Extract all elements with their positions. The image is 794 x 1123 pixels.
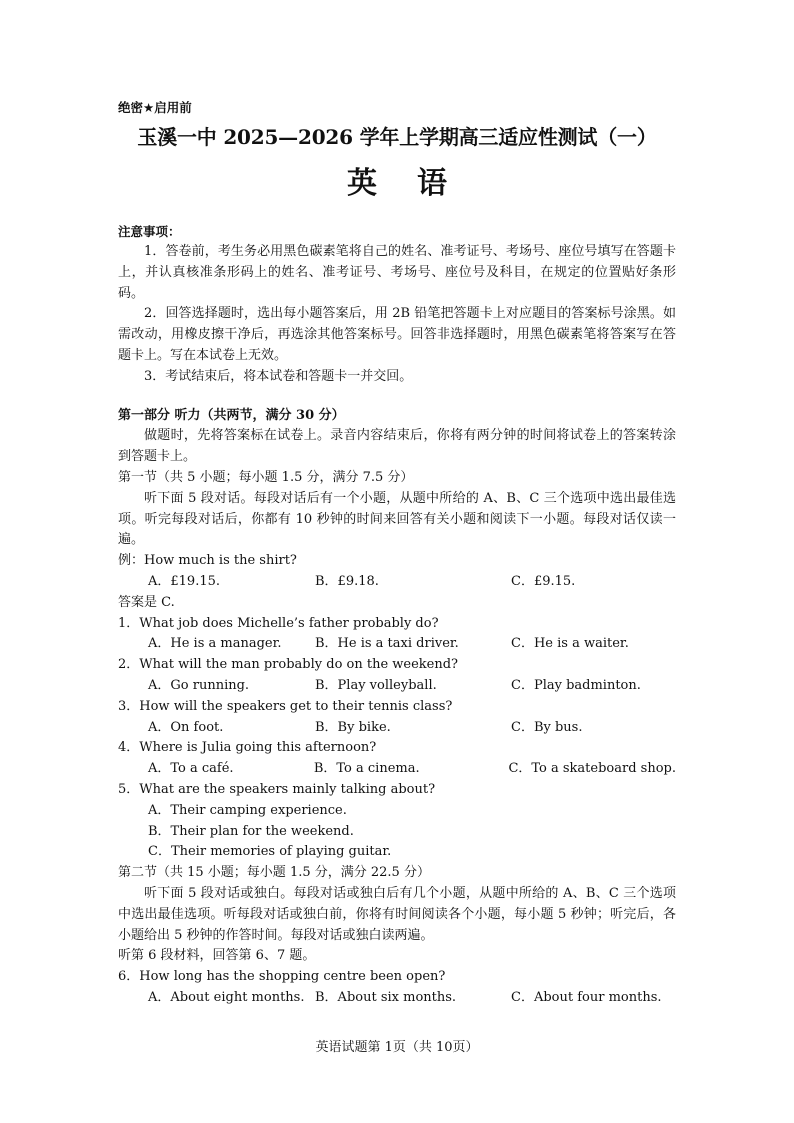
question-3-options bbox=[118, 718, 676, 739]
option-b: B．Play volleyball. bbox=[315, 677, 437, 693]
option-c: C．He is a waiter. bbox=[511, 636, 629, 652]
example-question: 例：How much is the shirt? bbox=[118, 553, 297, 569]
option-c: C．£9.15. bbox=[511, 573, 576, 589]
option-b: B．By bike. bbox=[315, 719, 391, 735]
question-6-options bbox=[118, 988, 676, 1009]
question-4-options bbox=[118, 759, 676, 780]
option-b: B．He is a taxi driver. bbox=[315, 636, 459, 652]
notice-item-2: 2．回答选择题时，选出每小题答案后，用 2B 铅笔把答题卡上对应题目的答案标号涂黑。如需改动，用橡皮擦干净后，再选涂其他答案标号。回答非选择题时，用黑色碳素笔将答案写在答题卡上。写在本试卷上无效。 bbox=[118, 306, 676, 363]
question-6: 6．How long has the shopping centre been open? bbox=[118, 969, 446, 985]
example-answer: 答案是 C. bbox=[118, 594, 175, 610]
question-3: 3．How will the speakers get to their tennis class? bbox=[118, 698, 453, 714]
notice-heading: 注意事项： bbox=[118, 224, 181, 239]
option-b: B．Their plan for the weekend. bbox=[148, 823, 354, 839]
option-a: A．On foot. bbox=[148, 719, 224, 735]
option-a: A．He is a manager. bbox=[148, 636, 282, 652]
question-1: 1．What job does Michelle’s father probably do? bbox=[118, 615, 439, 631]
section2-instructions: 听下面 5 段对话或独白。每段对话或独白后有几个小题，从题中所给的 A、B、C 三个选项中选出最佳选项。听每段对话或独白前，你将有时间阅读各个小题，每小题 5 秒钟；听完后，各小题给出 5 秒钟的作答时间。每段对话或独白读两遍。 bbox=[118, 885, 676, 943]
question-5: 5．What are the speakers mainly talking about? bbox=[118, 781, 436, 797]
option-c: C．To a skateboard shop. bbox=[508, 761, 676, 777]
option-a: A．Their camping experience. bbox=[148, 802, 347, 818]
option-b: B．About six months. bbox=[315, 989, 457, 1005]
part1-intro: 做题时，先将答案标在试卷上。录音内容结束后，你将有两分钟的时间将试卷上的答案转涂到答题卡上。 bbox=[118, 428, 676, 465]
section1-instructions: 听下面 5 段对话。每段对话后有一个小题，从题中所给的 A、B、C 三个选项中选出最佳选项。听完每段对话后，你都有 10 秒钟的时间来回答有关小题和阅读下一小题。每段对话仅读一遍。 bbox=[118, 490, 676, 548]
question-1-options bbox=[118, 634, 676, 655]
option-a: A．To a café. bbox=[148, 761, 234, 777]
section1-heading: 第一节（共 5 小题；每小题 1.5 分，满分 7.5 分） bbox=[118, 469, 414, 485]
page-footer: 英语试题第 1页（共 10页） bbox=[315, 1040, 479, 1055]
option-a: A．£19.15. bbox=[148, 573, 221, 589]
question-4: 4．Where is Julia going this afternoon? bbox=[118, 740, 377, 756]
example-options bbox=[118, 572, 676, 593]
option-b: B．£9.18. bbox=[315, 573, 379, 589]
exam-page bbox=[118, 98, 676, 1009]
option-c: C．Play badminton. bbox=[511, 677, 641, 693]
subject-title: 英语 bbox=[347, 166, 487, 201]
notice-item-1: 1．答卷前，考生务必用黑色碳素笔将自己的姓名、准考证号、考场号、座位号填写在答题卡上，并认真核准条形码上的姓名、准考证号、考场号、座位号及科目，在规定的位置贴好条形码。 bbox=[118, 244, 676, 301]
exam-title: 玉溪一中 2025—2026 学年上学期高三适应性测试（一） bbox=[137, 125, 657, 149]
notice-item-3: 3．考试结束后，将本试卷和答题卡一并交回。 bbox=[144, 368, 413, 384]
section2-heading: 第二节（共 15 小题；每小题 1.5 分，满分 22.5 分） bbox=[118, 865, 430, 881]
question-2: 2．What will the man probably do on the weekend? bbox=[118, 657, 459, 673]
option-b: B．To a cinema. bbox=[313, 761, 420, 777]
question-2-options bbox=[118, 676, 676, 697]
option-c: C．By bus. bbox=[511, 719, 583, 735]
material-note: 听第 6 段材料，回答第 6、7 题。 bbox=[118, 948, 316, 964]
option-c: C．Their memories of playing guitar. bbox=[148, 844, 392, 860]
option-a: A．About eight months. bbox=[148, 989, 305, 1005]
confidential-label: 绝密★启用前 bbox=[118, 100, 192, 115]
part1-heading: 第一部分 听力（共两节，满分 30 分） bbox=[118, 407, 345, 423]
option-c: C．About four months. bbox=[511, 989, 662, 1005]
option-a: A．Go running. bbox=[148, 677, 250, 693]
